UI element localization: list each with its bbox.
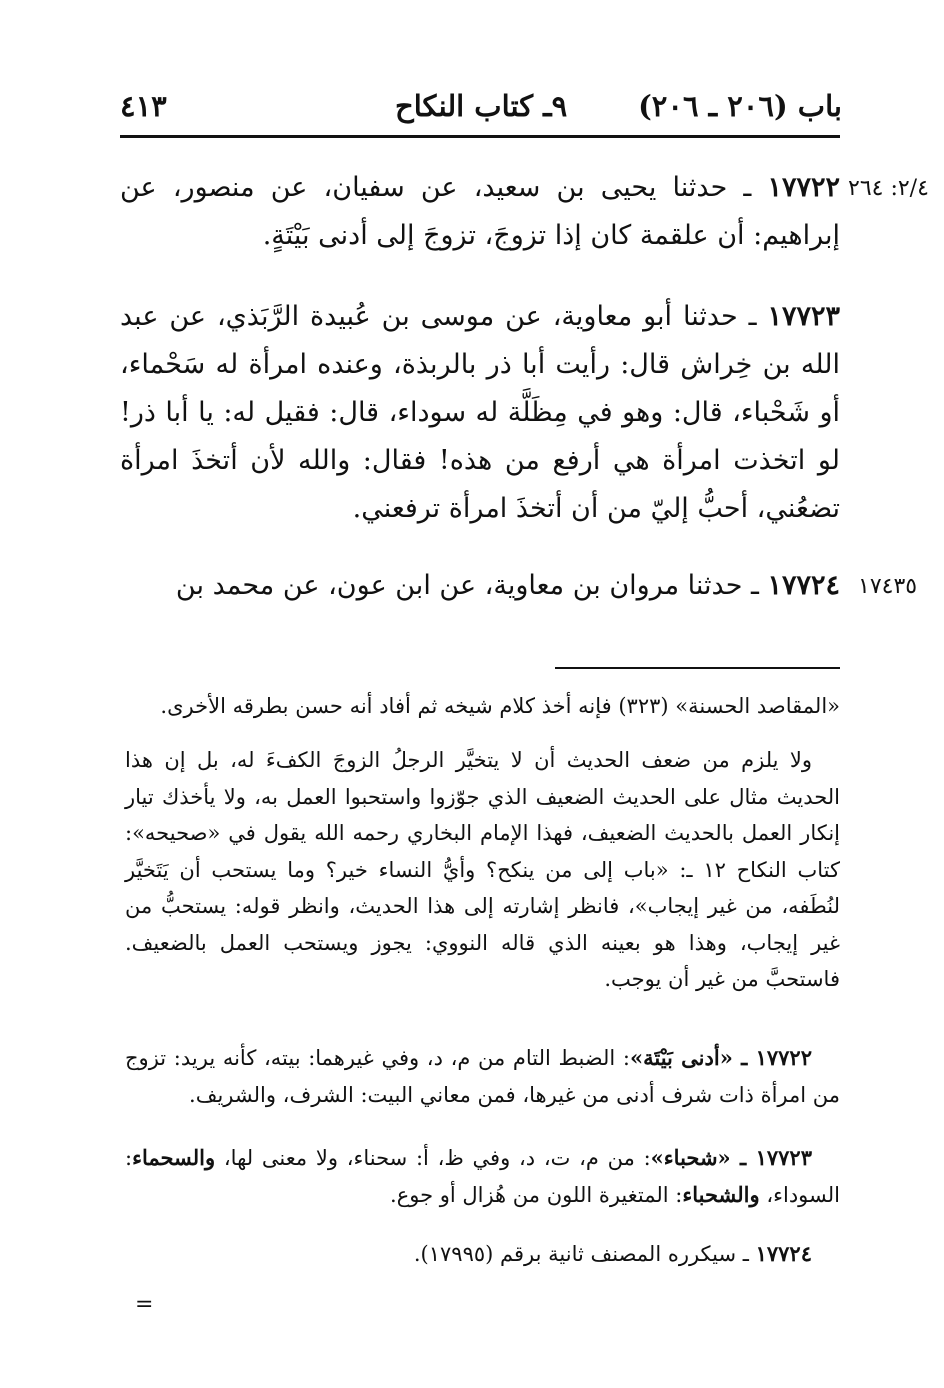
hadith-17722	[120, 164, 840, 260]
footnote-body: : من م، ت، د، وفي ظ، أ: سحناء، ولا معنى لها،	[215, 1146, 651, 1170]
footnote-separator	[555, 667, 840, 669]
hadith-text: ـ حدثنا أبو معاوية، عن موسى بن عُبيدة الرَّبَذي، عن عبد الله بن خِراش قال: رأيت أبا ذر بالربذة، وعنده امرأة له سَحْماء، أو شَحْباء، قال: وهو في مِظَلَّة له سوداء، قال: فقيل له: يا أبا ذر! لو اتخذت امرأة هي أرفع من هذه! فقال: والله لأن أتخذَ امرأة تضعُني، أحبُّ إليّ من أن أتخذَ امرأة ترفعني.	[120, 301, 840, 524]
footnote-lead: ١٧٧٢٤	[755, 1241, 812, 1266]
footnote-17722	[125, 1040, 840, 1113]
footnote-lead: ١٧٧٢٢ ـ «أدنى بَيْتَة»	[629, 1045, 812, 1070]
footnote-body: : الضبط التام من م، د، وفي غيرهما: بيته، كأنه يريد: تزوج من امرأة ذات شرف أدنى من غيرها، فمن معاني البيت: الشرف، والشريف.	[125, 1046, 840, 1107]
hadith-number: ١٧٧٢٢	[767, 172, 840, 203]
margin-ref: ١٧٤٣٥	[858, 574, 918, 599]
page-number: ٤١٣	[120, 89, 167, 123]
footnote-17723	[125, 1140, 840, 1213]
continuation-mark: =	[135, 1292, 154, 1317]
footnote-continuation: «المقاصد الحسنة» (٣٢٣) فإنه أخذ كلام شيخه ثم أفاد أنه حسن بطرقه الأخرى.	[160, 694, 840, 718]
chapter-range: باب (٢٠٦ ـ ٢٠٦)	[638, 89, 842, 123]
header-rule	[120, 135, 840, 138]
footnote-lead: ١٧٧٢٣ ـ «شحباء»	[650, 1145, 812, 1170]
footnote-term: والسحماء	[132, 1145, 216, 1170]
book-title: ٩ـ كتاب النكاح	[395, 89, 568, 123]
footnote-term: والشحباء	[682, 1181, 760, 1207]
footnote-body: : السوداء،	[125, 1146, 840, 1207]
footnote-17724	[125, 1236, 840, 1273]
footnote-body: ـ سيكرره المصنف ثانية برقم (١٧٩٩٥).	[413, 1242, 756, 1266]
hadith-17723	[120, 293, 840, 533]
hadith-number: ١٧٧٢٣	[767, 301, 840, 332]
hadith-text: ـ حدثنا يحيى بن سعيد، عن سفيان، عن منصور، عن إبراهيم: أن علقمة كان إذا تزوجَ، تزوجَ إلى أدنى بَيْتَةٍ.	[120, 172, 840, 251]
hadith-text: ـ حدثنا مروان بن معاوية، عن ابن عون، عن محمد بن	[175, 570, 768, 601]
footnote-body: : المتغيرة اللون من هُزال أو جوع.	[390, 1182, 683, 1207]
hadith-17724	[120, 562, 840, 610]
hadith-number: ١٧٧٢٤	[767, 570, 840, 601]
margin-ref: ٢/٤: ٢٦٤	[848, 176, 929, 201]
footnote-discussion: ولا يلزم من ضعف الحديث أن لا يتخيَّر الرجلُ الزوجَ الكفءَ له، بل إن هذا الحديث مثال على الحديث الضعيف الذي جوّزوا واستحبوا العمل به، ولا يأخذك تيار إنكار العمل بالحديث الضعيف، فهذا الإمام البخاري رحمه الله يقول في «صحيحه»: كتاب النكاح ١٢ ـ: «باب إلى من ينكح؟ وأيُّ النساء خير؟ وما يستحب أن يَتَخيَّر لنُطَفه، من غير إيجاب»، فانظر إشارته إلى هذا الحديث، وانظر قوله: يستحبُّ من غير إيجاب، وهذا هو بعينه الذي قاله النووي: يجوز ويستحب العمل بالضعيف. فاستحبَّ من غير أن يوجب.	[125, 748, 840, 991]
